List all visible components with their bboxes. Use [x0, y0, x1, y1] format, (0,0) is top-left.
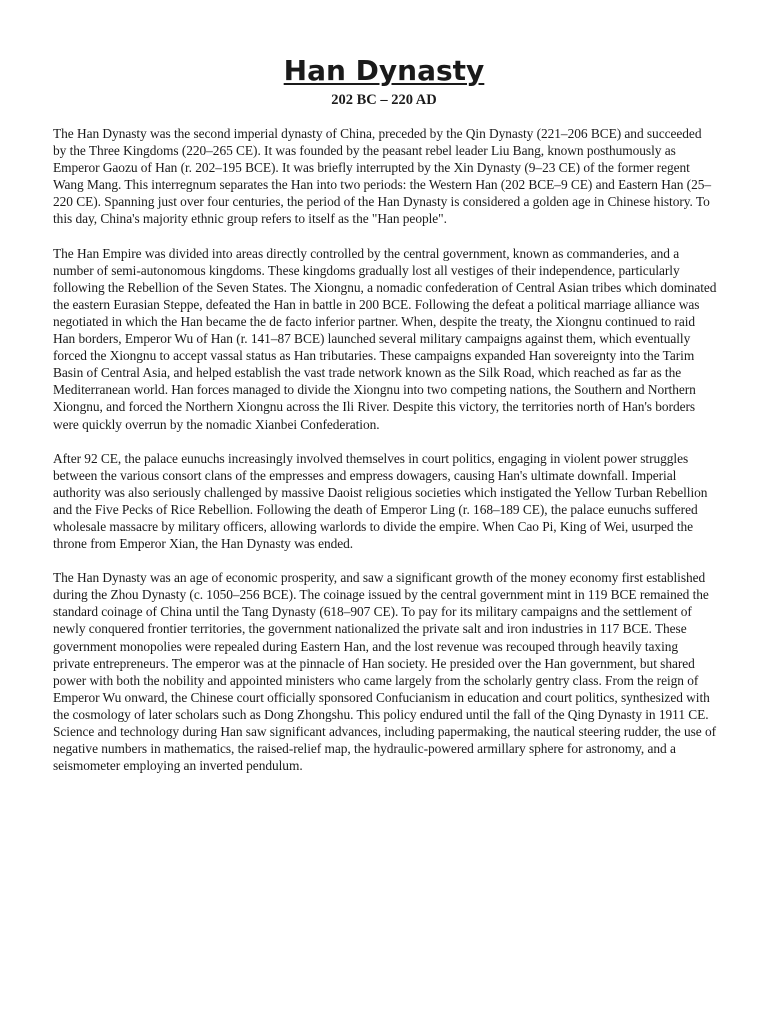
- paragraph-decline: After 92 CE, the palace eunuchs increasingly involved themselves in court politics, engaging in violent power struggles between the various consort clans of the empresses and empress dowagers, causing Han's ultimate downfall. Imperial authority was also seriously challenged by massive Daoist religious societies which instigated the Yellow Turban Rebellion and the Five Pecks of Rice Rebellion. Following the death of Emperor Ling (r. 168–189 CE), the palace eunuchs suffered wholesale massacre by military officers, allowing warlords to divide the empire. When Cao Pi, King of Wei, usurped the throne from Emperor Xian, the Han Dynasty was ended.: [53, 450, 708, 552]
- paragraph-intro: The Han Dynasty was the second imperial dynasty of China, preceded by the Qin Dynasty (221–206 BCE) and succeeded by the Three Kingdoms (220–265 CE). It was founded by the peasant rebel leader Liu Bang, known posthumously as Emperor Gaozu of Han (r. 202–195 BCE). It was briefly interrupted by the Xin Dynasty (9–23 CE) of the former regent Wang Mang. This interregnum separates the Han into two periods: the Western Han (202 BCE–9 CE) and Eastern Han (25–220 CE). Spanning just over four centuries, the period of the Han Dynasty is considered a golden age in Chinese history. To this day, China's majority ethnic group refers to itself as the "Han people".: [53, 126, 712, 227]
- document-title: [0, 54, 768, 88]
- document-title-text: Han Dynasty: [283, 54, 485, 87]
- paragraph-empire: The Han Empire was divided into areas directly controlled by the central government, known as commanderies, and a number of semi-autonomous kingdoms. These kingdoms gradually lost all vestiges of their independence, particularly following the Rebellion of the Seven States. The Xiongnu, a nomadic confederation of Central Asian tribes which dominated the eastern Eurasian Steppe, defeated the Han in battle in 200 BCE. Following the defeat a political marriage alliance was negotiated in which the Han became the de facto inferior partner. When, despite the treaty, the Xiongnu continued to raid Han borders, Emperor Wu of Han (r. 141–87 BCE) launched several military campaigns against them, which eventually forced the Xiongnu to accept vassal status as Han tributaries. These campaigns expanded Han sovereignty into the Tarim Basin of Central Asia, and helped establish the vast trade network known as the Silk Road, which reached as far as the Mediterranean world. Han forces managed to divide the Xiongnu into two competing nations, the Southern and Northern Xiongnu, and forced the Northern Xiongnu across the Ili River. Despite this victory, the territories north of Han's borders were quickly overrun by the nomadic Xianbei Confederation.: [53, 245, 717, 432]
- document-subtitle: 202 BC – 220 AD: [331, 92, 437, 108]
- document-body: [53, 125, 717, 791]
- paragraph-economy: The Han Dynasty was an age of economic prosperity, and saw a significant growth of the money economy first established during the Zhou Dynasty (c. 1050–256 BCE). The coinage issued by the central government mint in 119 BCE remained the standard coinage of China until the Tang Dynasty (618–907 CE). To pay for its military campaigns and the settlement of newly conquered frontier territories, the government nationalized the private salt and iron industries in 117 BCE. These government monopolies were repealed during Eastern Han, and the lost revenue was recouped through heavily taxing private entrepreneurs. The emperor was at the pinnacle of Han society. He presided over the Han government, but shared power with both the nobility and appointed ministers who came largely from the scholarly gentry class. From the reign of Emperor Wu onward, the Chinese court officially sponsored Confucianism in education and court politics, synthesized with the cosmology of later scholars such as Dong Zhongshu. This policy endured until the fall of the Qing Dynasty in 1911 CE. Science and technology during Han saw significant advances, including papermaking, the nautical steering rudder, the use of negative numbers in mathematics, the raised-relief map, the hydraulic-powered armillary sphere for astronomy, and a seismometer employing an inverted pendulum.: [53, 570, 717, 774]
